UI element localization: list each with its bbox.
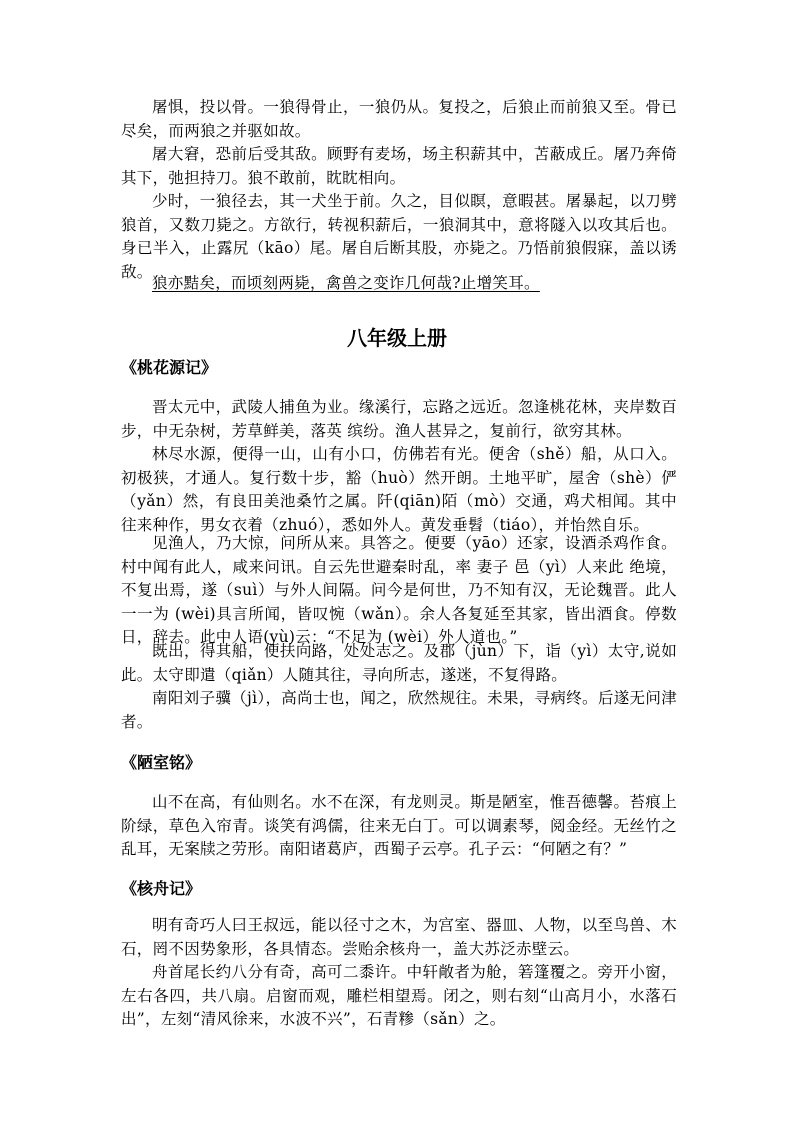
wolf-paragraph-2: 屠大窘，恐前后受其敌。顾野有麦场，场主积薪其中，苫蔽成丘。屠乃奔倚其下，弛担持刀。狼不敢前，眈眈相向。	[121, 145, 677, 187]
taohuayuan-paragraph-3: 见渔人，乃大惊，问所从来。具答之。便要（yāo）还家，设酒杀鸡作食。村中闻有此人，咸来问讯。自云先世避秦时乱，率 妻子 邑（yì）人来此 绝境，不复出焉，遂（suì）与外人间隔。问今是何世，乃不知有汉，无论魏晋。此人一一为 (wèi)具言所闻，皆叹惋（wǎn）。余人各复延至其家，皆出酒食。停数日，辞去。此中人语(yù)云：“不足为 (wèi）外人道也。”	[121, 534, 677, 647]
hezhouji-paragraph-1: 明有奇巧人曰王叔远，能以径寸之木，为宫室、器皿、人物，以至鸟兽、木石，罔不因势象形，各具情态。尝贻余核舟一，盖大苏泛赤壁云。	[121, 916, 677, 958]
taohuayuan-paragraph-2: 林尽水源，便得一山，山有小口，仿佛若有光。便舍（shě）船，从口入。初极狭，才通人。复行数十步，豁（huò）然开朗。土地平旷，屋舍（shè）俨（yǎn）然，有良田美池桑竹之属。阡(qiān)陌（mò）交通，鸡犬相闻。其中往来种作，男女衣着（zhuó），悉如外人。黄发垂髫（tiáo），并怡然自乐。	[121, 445, 677, 534]
hezhouji-title: 《核舟记》	[121, 879, 202, 898]
hezhouji-paragraph-2: 舟首尾长约八分有奇，高可二黍许。中轩敞者为舱，箬篷覆之。旁开小窗，左右各四，共八扇。启窗而观，雕栏相望焉。闭之，则右刻“山高月小，水落石出”，左刻“清风徐来，水波不兴”，石青糁（sǎn）之。	[121, 963, 677, 1029]
taohuayuan-paragraph-1: 晋太元中，武陵人捕鱼为业。缘溪行，忘路之远近。忽逢桃花林，夹岸数百步，中无杂树，芳草鲜美，落英 缤纷。渔人甚异之，复前行，欲穷其林。	[121, 398, 677, 440]
taohuayuan-title: 《桃花源记》	[121, 358, 218, 377]
loushiming-title: 《陋室铭》	[121, 753, 202, 772]
loushiming-paragraph-1: 山不在高，有仙则名。水不在深，有龙则灵。斯是陋室，惟吾德馨。苔痕上阶绿，草色入帘青。谈笑有鸿儒，往来无白丁。可以调素琴，阅金经。无丝竹之乱耳，无案牍之劳形。南阳诸葛庐，西蜀子云亭。孔子云：“何陋之有？”	[121, 793, 677, 859]
taohuayuan-paragraph-4: 既出，得其船，便扶向路，处处志之。及郡（jùn）下，诣（yì）太守,说如此。太守即遣（qiǎn）人随其往，寻向所志，遂迷，不复得路。	[121, 642, 677, 684]
wolf-paragraph-1: 屠惧，投以骨。一狼得骨止，一狼仍从。复投之，后狼止而前狼又至。骨已尽矣，而两狼之并驱如故。	[121, 98, 677, 140]
wolf-paragraph-4: 狼亦黠矣，而顷刻两毙，禽兽之变诈几何哉?止增笑耳。	[152, 274, 540, 292]
wolf-paragraph-3: 少时，一狼径去，其一犬坐于前。久之，目似瞑，意暇甚。屠暴起，以刀劈狼首，又数刀毙之。方欲行，转视积薪后，一狼洞其中，意将隧入以攻其后也。身已半入，止露尻（kāo）尾。屠自后断其股，亦毙之。乃悟前狼假寐，盖以诱敌。	[121, 192, 677, 281]
taohuayuan-paragraph-5: 南阳刘子骥（jì），高尚士也，闻之，欣然规往。未果，寻病终。后遂无问津者。	[121, 689, 677, 731]
section-title: 八年级上册	[347, 326, 447, 350]
